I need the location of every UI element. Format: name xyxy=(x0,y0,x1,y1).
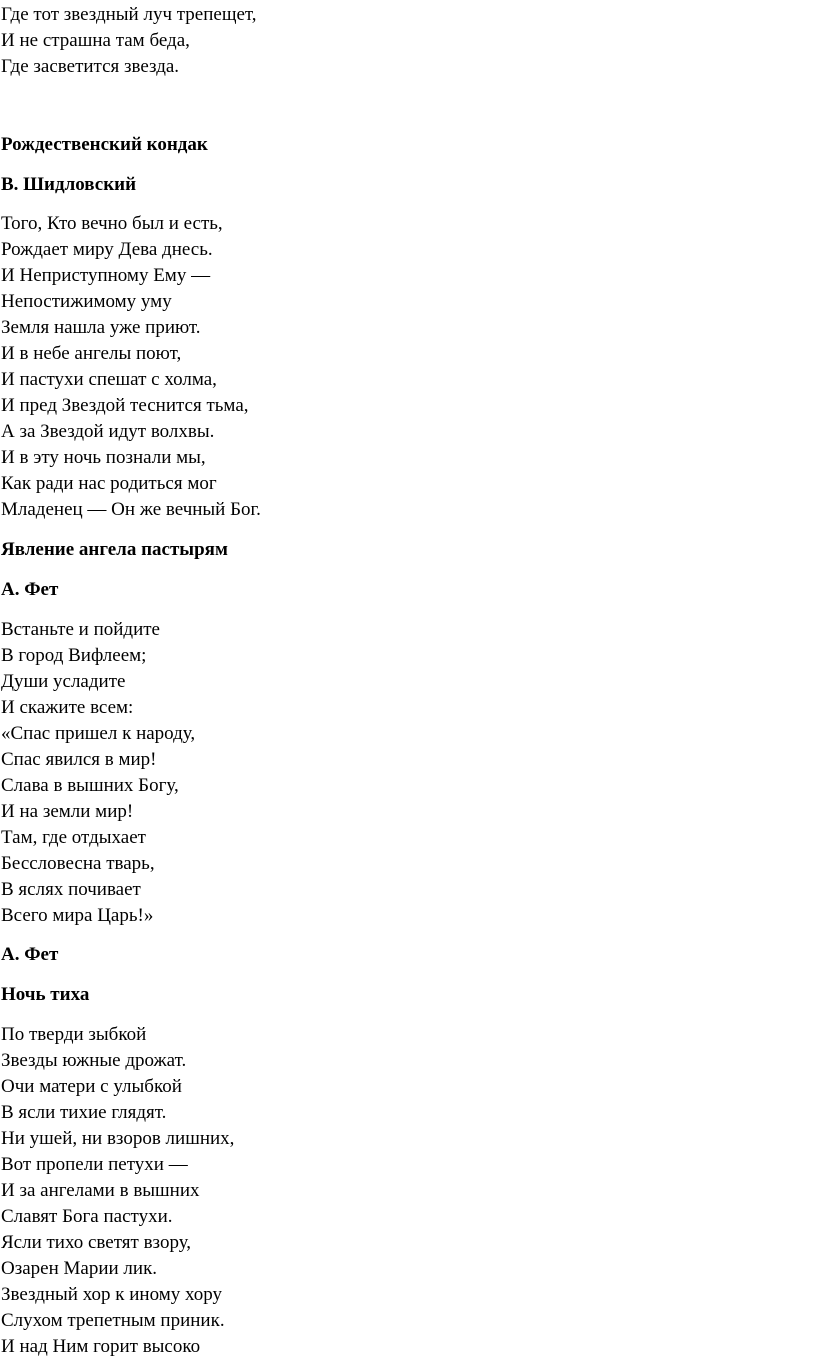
poem-line: Ясли тихо светят взору, xyxy=(1,1232,192,1253)
poem-line: Слава в вышних Богу, xyxy=(1,775,179,796)
poem-line: Ни ушей, ни взоров лишних, xyxy=(1,1128,235,1149)
poem3-stanza xyxy=(1,1022,234,1360)
poem-line: Рождает миру Дева днесь. xyxy=(1,239,213,260)
poem3-title: Ночь тиха xyxy=(1,984,90,1005)
poem2-stanza xyxy=(1,617,195,929)
poem-line: Как ради нас родиться мог xyxy=(1,473,217,494)
poem-line: Спас явился в мир! xyxy=(1,749,157,770)
poem-line: В ясли тихие глядят. xyxy=(1,1102,167,1123)
poem-line: И в эту ночь познали мы, xyxy=(1,447,206,468)
poem-line: Слухом трепетным приник. xyxy=(1,1310,225,1331)
poem-line: Очи матери с улыбкой xyxy=(1,1076,182,1097)
poem-line: Звездный хор к иному хору xyxy=(1,1284,223,1305)
poem-line: Земля нашла уже приют. xyxy=(1,317,201,338)
poem-line: Вот пропели петухи — xyxy=(1,1154,188,1175)
poem-line: И на земли мир! xyxy=(1,801,134,822)
poem-line: Встаньте и пойдите xyxy=(1,619,160,640)
poem-line: Души усладите xyxy=(1,671,126,692)
poem-line: По тверди зыбкой xyxy=(1,1024,147,1045)
poem-line: Младенец — Он же вечный Бог. xyxy=(1,499,261,520)
poem-line: И за ангелами в вышних xyxy=(1,1180,200,1201)
poem-line: И Неприступному Ему — xyxy=(1,265,211,286)
poem-line: Непостижимому уму xyxy=(1,291,172,312)
poem-line: Звезды южные дрожат. xyxy=(1,1050,187,1071)
poem-line: И скажите всем: xyxy=(1,697,134,718)
poem-line: «Спас пришел к народу, xyxy=(1,723,196,744)
poem-line: В яслях почивает xyxy=(1,879,141,900)
poem-line: Озарен Марии лик. xyxy=(1,1258,158,1279)
poem-line: И над Ним горит высоко xyxy=(1,1336,201,1357)
poem-line: Того, Кто вечно был и есть, xyxy=(1,213,223,234)
poem-line: Бессловесна тварь, xyxy=(1,853,155,874)
fragment-stanza xyxy=(1,2,257,80)
poem-line: И не страшна там беда, xyxy=(1,30,190,51)
poem1-author: В. Шидловский xyxy=(1,174,137,195)
poem-line: И пред Звездой теснится тьма, xyxy=(1,395,249,416)
poem-line: В город Вифлеем; xyxy=(1,645,147,666)
poem-line: И пастухи спешат с холма, xyxy=(1,369,217,390)
poem-line: Где тот звездный луч трепещет, xyxy=(1,4,257,25)
poem1-title: Рождественский кондак xyxy=(1,134,208,155)
poem2-title: Явление ангела пастырям xyxy=(1,539,228,560)
poem-line: А за Звездой идут волхвы. xyxy=(1,421,215,442)
poem-line: Там, где отдыхает xyxy=(1,827,146,848)
poem-line: Всего мира Царь!» xyxy=(1,905,154,926)
poem-line: Где засветится звезда. xyxy=(1,56,180,77)
poem-line: И в небе ангелы поют, xyxy=(1,343,182,364)
poem-line: Славят Бога пастухи. xyxy=(1,1206,173,1227)
poem1-stanza xyxy=(1,211,261,523)
poem2-author: А. Фет xyxy=(1,579,59,600)
poem3-author: А. Фет xyxy=(1,944,59,965)
